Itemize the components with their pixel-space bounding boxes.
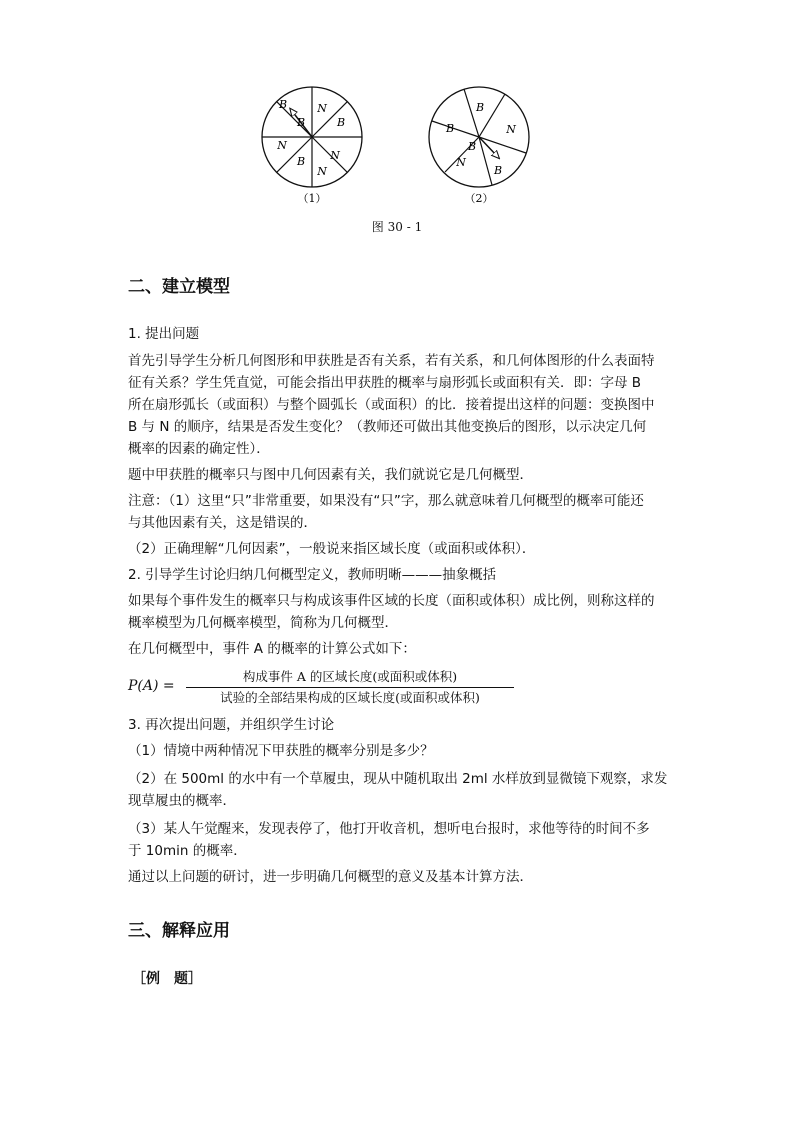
formula-fraction [186, 668, 514, 707]
wheel-2 [429, 87, 529, 205]
paragraph-line: 现草履虫的概率． [128, 793, 236, 809]
paragraph-line: 通过以上问题的研讨，进一步明确几何概型的意义及基本计算方法． [128, 869, 533, 885]
wheel1-sector-label: B [278, 98, 288, 111]
paragraph-line: 概率模型为几何概率模型，简称为几何概型． [128, 615, 398, 631]
paragraph-line: （1）情境中两种情况下甲获胜的概率分别是多少？ [128, 743, 434, 759]
paragraph-line: 2. 引导学生讨论归纳几何概型定义，教师明晰———抽象概括 [128, 567, 497, 583]
paragraph-line: 于 10min 的概率． [128, 843, 247, 859]
spinner-figure [0, 0, 794, 240]
wheel1-sector-label: N [277, 139, 287, 152]
paragraph-line: 概率的因素的确定性）． [128, 441, 270, 457]
wheel1-sector-label: N [317, 102, 327, 115]
wheel2-sector-label: N [506, 123, 516, 136]
paragraph-line: （3）某人午觉醒来，发现表停了，他打开收音机，想听电台报时，求他等待的时间不多 [128, 821, 650, 837]
paragraph-line: 所在扇形弧长（或面积）与整个圆弧长（或面积）的比．接着提出这样的问题：变换图中 [128, 397, 655, 413]
example-heading: ［例 题］ [132, 971, 202, 987]
wheel2-sector-label: B [445, 122, 455, 135]
paragraph-line: 征有关系？学生凭直觉，可能会指出甲获胜的概率与扇形弧长或面积有关．即：字母 B [128, 375, 642, 391]
wheel2-sector-label: B [475, 101, 485, 114]
paragraph-line: 与其他因素有关，这是错误的． [128, 515, 317, 531]
figure-caption: 图 30 - 1 [371, 220, 423, 234]
wheel2-label: （2） [464, 192, 494, 205]
wheel2-sector-label: B [493, 164, 503, 177]
wheel1-label: （1） [297, 192, 327, 205]
wheel2-sector-label: N [456, 156, 466, 169]
wheel1-sector-label: B [336, 116, 346, 129]
wheel2-sector-label: B [467, 140, 477, 153]
paragraph-line: 注意：（1）这里“只”非常重要，如果没有“只”字，那么就意味着几何概型的概率可能还 [128, 493, 644, 509]
wheel1-sector-label: B [296, 155, 306, 168]
formula-denominator: 试验的全部结果构成的区域长度(或面积或体积) [220, 690, 480, 705]
fraction-bar [186, 687, 514, 688]
paragraph-line: （2）在 500ml 的水中有一个草履虫，现从中随机取出 2ml 水样放到显微镜下观察，求发 [128, 771, 668, 787]
wheel1-sector-label: B [296, 116, 306, 129]
paragraph-line: 1. 提出问题 [128, 326, 200, 342]
paragraph-line: 题中甲获胜的概率只与图中几何因素有关，我们就说它是几何概型． [128, 467, 533, 483]
paragraph-line: 首先引导学生分析几何图形和甲获胜是否有关系，若有关系，和几何体图形的什么表面特 [128, 353, 655, 369]
wheel1-sector-label: N [317, 165, 327, 178]
section-heading-build-model: 二、建立模型 [128, 277, 230, 297]
paragraph-line: 在几何概型中，事件 A 的概率的计算公式如下： [128, 641, 416, 657]
formula-numerator: 构成事件 A 的区域长度(或面积或体积) [242, 669, 458, 684]
paragraph-line: （2）正确理解“几何因素”，一般说来指区域长度（或面积或体积）． [128, 541, 536, 557]
wheel1-sector-label: N [330, 149, 340, 162]
paragraph-line: 如果每个事件发生的概率只与构成该事件区域的长度（面积或体积）成比例，则称这样的 [128, 593, 655, 609]
wheel-1 [262, 87, 362, 205]
paragraph-line: B 与 N 的顺序，结果是否发生变化？（教师还可做出其他变换后的图形，以示决定几何 [128, 419, 647, 435]
section-heading-apply: 三、解释应用 [128, 921, 230, 941]
formula-lhs: P(A) = [128, 678, 175, 694]
paragraph-line: 3. 再次提出问题，并组织学生讨论 [128, 717, 335, 733]
